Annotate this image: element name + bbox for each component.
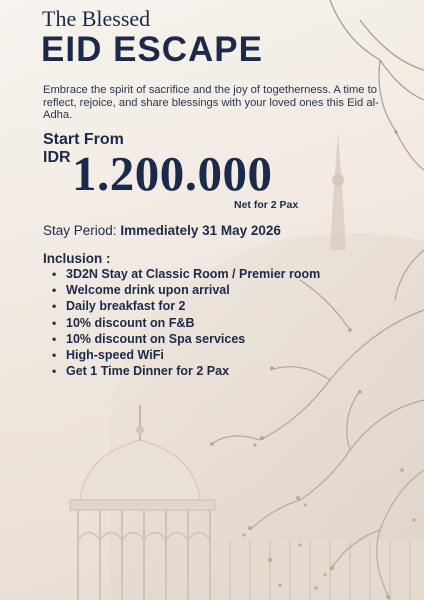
inclusion-heading: Inclusion : [43, 251, 111, 266]
inclusion-item-text: High-speed WiFi [66, 348, 164, 363]
bullet-icon: • [52, 348, 57, 363]
inclusion-item [50, 347, 320, 363]
inclusion-item-text: Welcome drink upon arrival [66, 283, 230, 298]
bullet-icon: • [52, 331, 57, 346]
bullet-icon: • [52, 267, 57, 281]
poster-title: EID ESCAPE [41, 30, 263, 69]
inclusion-item-text: Daily breakfast for 2 [66, 299, 186, 314]
inclusion-list [50, 266, 320, 379]
inclusion-item-text: 10% discount on F&B [66, 315, 195, 330]
inclusion-item [50, 298, 320, 314]
inclusion-item [50, 266, 320, 282]
inclusion-item-text: Get 1 Time Dinner for 2 Pax [66, 364, 230, 379]
inclusion-item [50, 315, 320, 331]
inclusion-item [50, 282, 320, 298]
inclusion-item [50, 331, 320, 347]
inclusion-item-text: 3D2N Stay at Classic Room / Premier room [66, 267, 321, 281]
bullet-icon: • [52, 299, 57, 314]
price-value: 1.200.000 [72, 146, 273, 201]
price-note: Net for 2 Pax [234, 199, 299, 211]
currency-label: IDR [43, 149, 71, 166]
bullet-icon: • [52, 283, 57, 298]
poster-subtitle: The Blessed [42, 6, 151, 31]
stay-period-value: Immediately 31 May 2026 [120, 223, 281, 238]
tagline-text: Embrace the spirit of sacrifice and the joy of togetherness. A time to reflect, rejoice, and share blessings with your loved ones this Eid al-Adha. [43, 84, 379, 122]
stay-period-label: Stay Period: [43, 223, 117, 238]
stay-period [43, 223, 281, 238]
inclusion-item [50, 363, 320, 379]
bullet-icon: • [52, 364, 57, 379]
start-from-label: Start From [43, 131, 124, 148]
bullet-icon: • [52, 315, 57, 330]
inclusion-item-text: 10% discount on Spa services [66, 331, 246, 346]
